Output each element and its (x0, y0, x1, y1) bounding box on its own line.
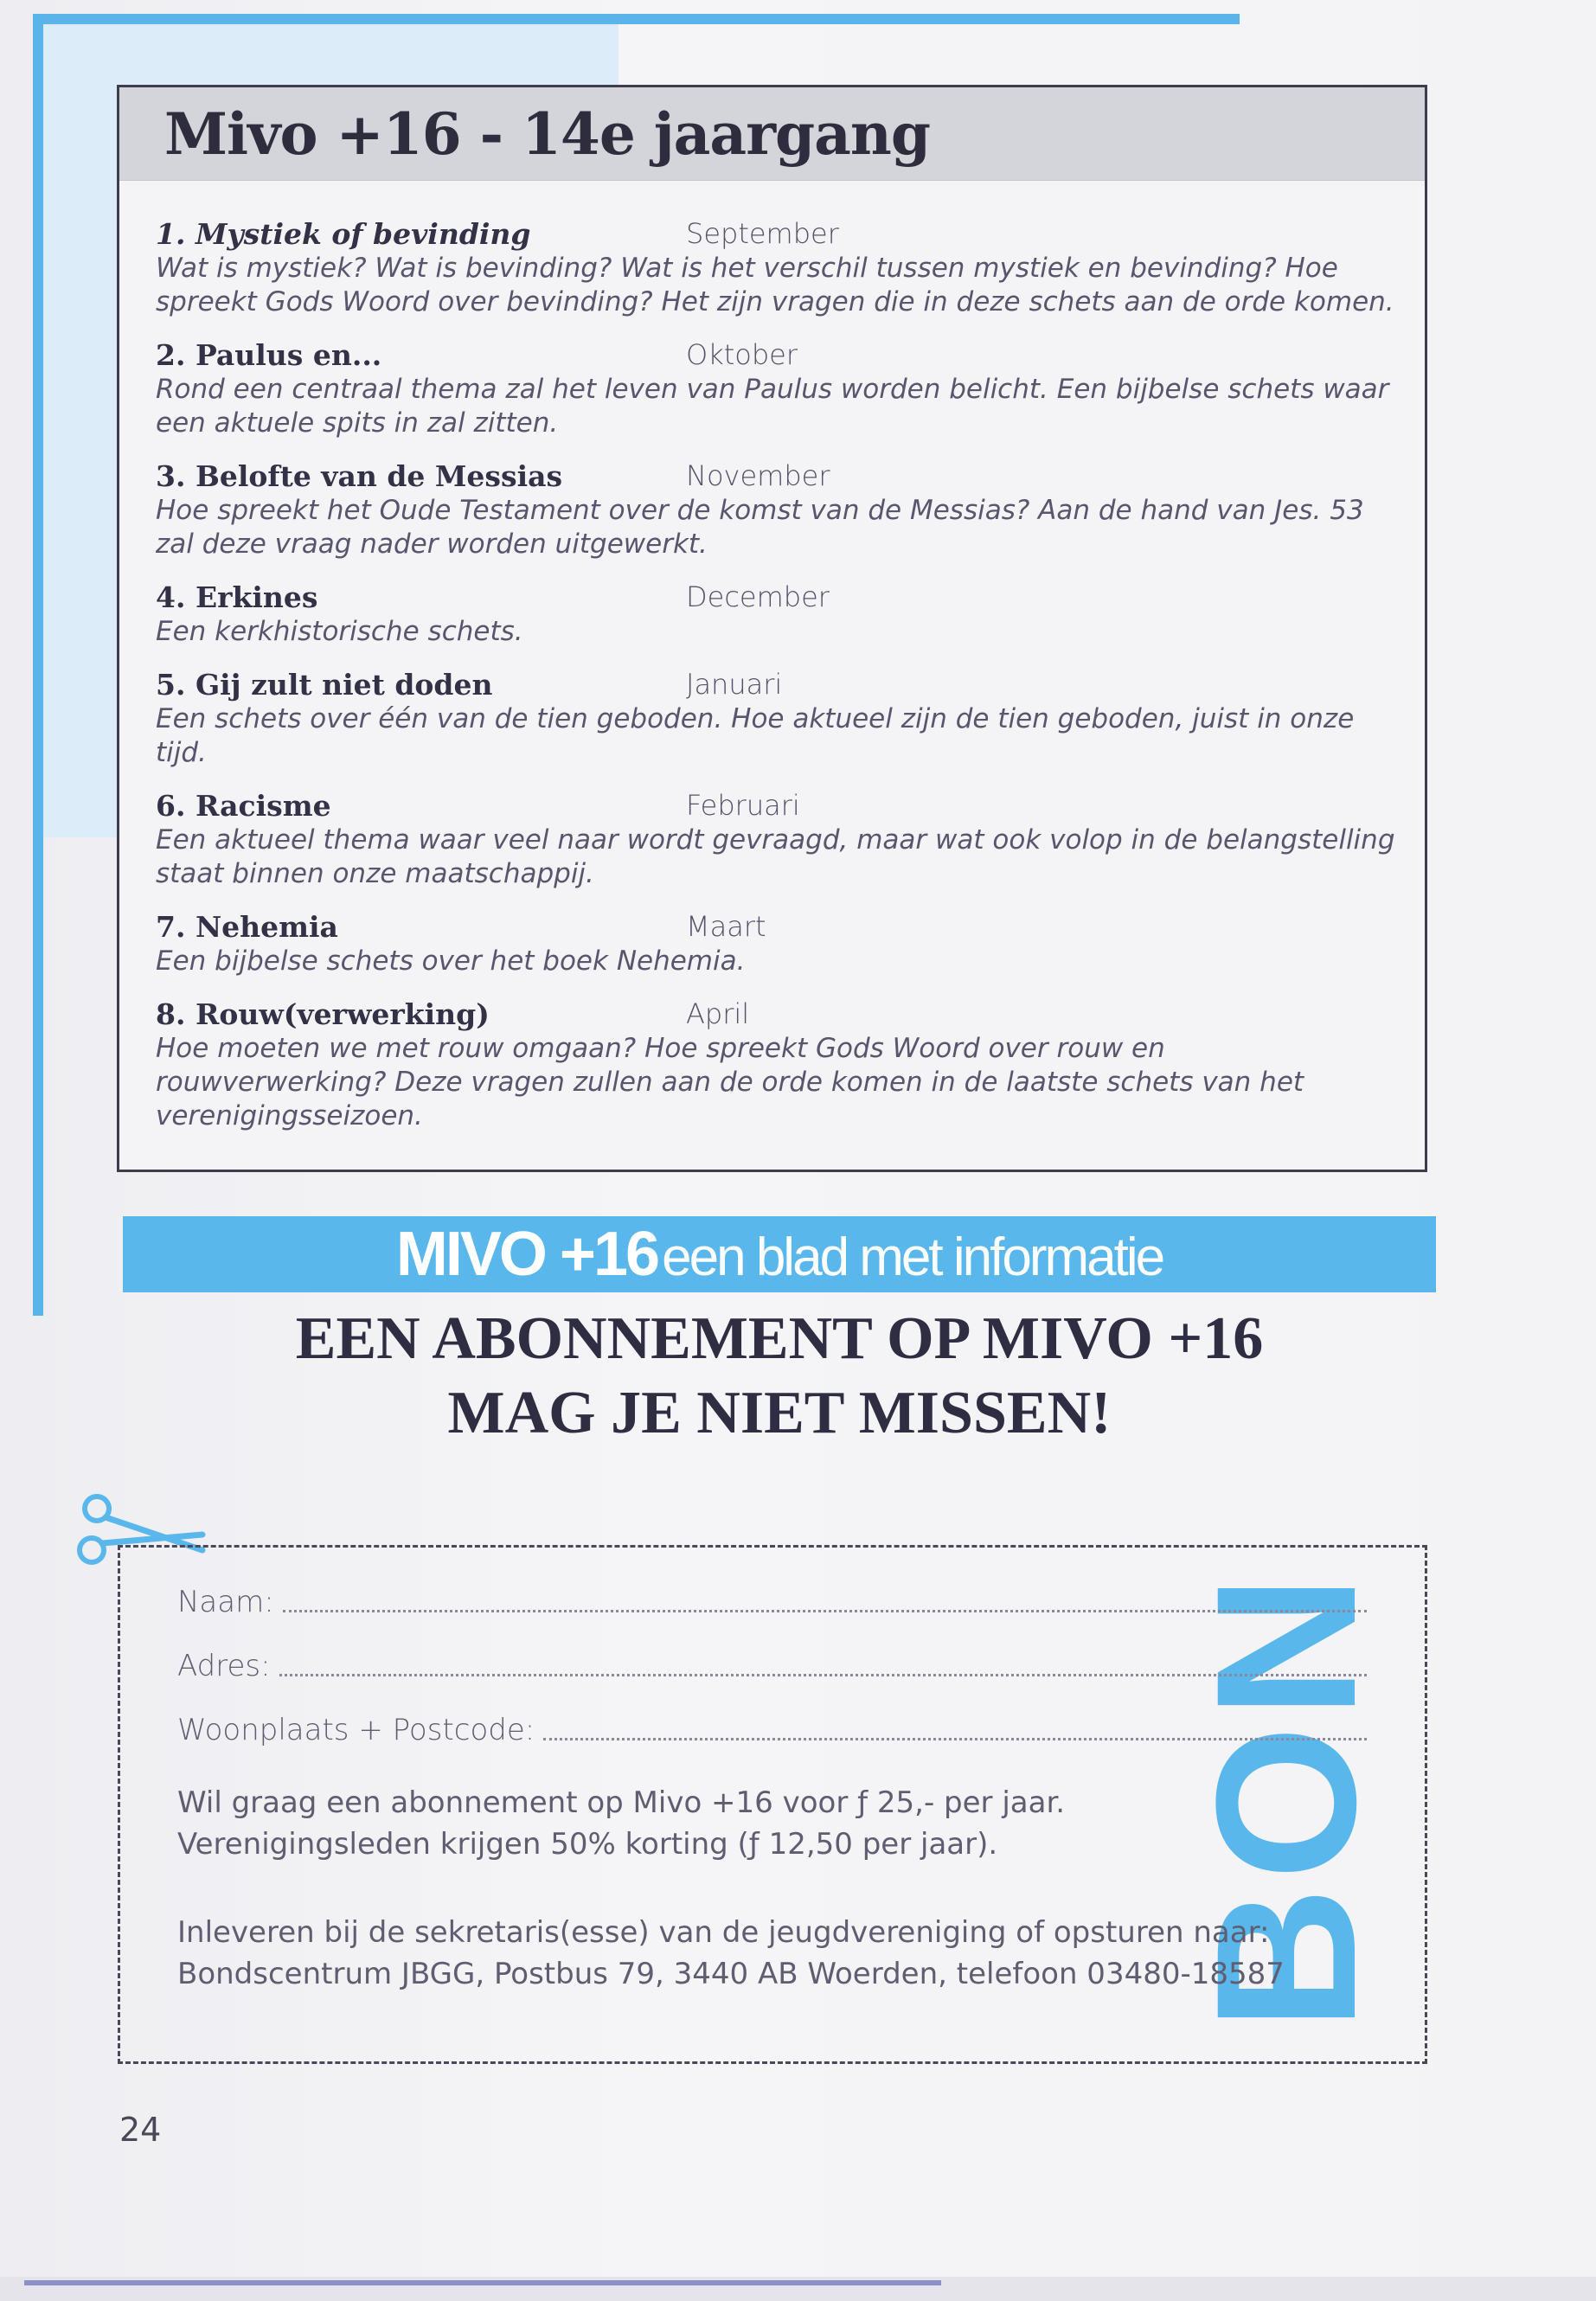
item-month: Oktober (686, 338, 798, 371)
banner-brand: MIVO +16 (395, 1220, 658, 1289)
program-title: Mivo +16 - 14e jaargang (164, 100, 931, 168)
item-title: 4. Erkines (156, 580, 318, 614)
return-line-1: Inleveren bij de sekretaris(esse) van de jeugdvereniging of opsturen naar: (177, 1915, 1270, 1950)
subscription-headline (123, 1302, 1436, 1451)
item-description: Hoe spreekt het Oude Testament over de komst van de Messias? Aan de hand van Jes. 53 zal deze vraag nader worden uitgewerkt. (156, 495, 1364, 560)
item-description: Een aktueel thema waar veel naar wordt gevraagd, maar wat ook volop in de belangstelling staat binnen onze maatschappij. (156, 824, 1395, 889)
item-title: 6. Racisme (156, 789, 331, 823)
city-postcode-input-line[interactable] (543, 1738, 1367, 1740)
name-field[interactable] (177, 1581, 1367, 1619)
item-title: 8. Rouw(verwerking) (156, 997, 490, 1031)
program-item (156, 789, 1401, 891)
program-box (117, 85, 1427, 1172)
item-description: Een schets over één van de tien geboden. Hoe aktueel zijn de tien geboden, juist in onze tijd. (156, 703, 1355, 768)
name-label: Naam: (177, 1585, 274, 1619)
offer-line-1: Wil graag een abonnement op Mivo +16 voor ƒ 25,- per jaar. (177, 1785, 1066, 1820)
item-month: November (686, 459, 830, 492)
program-item (156, 459, 1401, 561)
program-item (156, 668, 1401, 770)
address-label: Adres: (177, 1649, 271, 1683)
item-month: December (686, 580, 830, 613)
headline-line-2: MAG JE NIET MISSEN! (447, 1380, 1112, 1446)
program-header (119, 87, 1425, 181)
item-month: September (686, 217, 839, 250)
item-description: Rond een centraal thema zal het leven van Paulus worden belicht. Een bijbelse schets waar een aktuele spits in zal zitten. (156, 374, 1389, 439)
item-description: Wat is mystiek? Wat is bevinding? Wat is het verschil tussen mystiek en bevinding? Hoe spreekt Gods Woord over bevinding? Het zijn vragen die in deze schets aan de orde komen. (156, 253, 1394, 317)
program-item (156, 217, 1401, 319)
page-number: 24 (119, 2111, 162, 2149)
item-description: Een kerkhistorische schets. (156, 616, 523, 647)
program-item (156, 338, 1401, 440)
return-line-2: Bondscentrum JBGG, Postbus 79, 3440 AB Woerden, telefoon 03480-18587 (177, 1957, 1285, 1991)
item-title: 3. Belofte van de Messias (156, 459, 563, 493)
return-text (177, 1912, 1388, 1995)
program-list (156, 217, 1401, 1152)
item-title: 7. Nehemia (156, 910, 338, 944)
program-item (156, 910, 1401, 978)
decorative-top-bar (33, 14, 1240, 24)
item-description: Een bijbelse schets over het boek Nehemia. (156, 945, 746, 977)
offer-line-2: Verenigingsleden krijgen 50% korting (ƒ 12,50 per jaar). (177, 1827, 998, 1862)
item-month: Februari (686, 789, 800, 822)
bottom-edge-strip (0, 2277, 1596, 2301)
address-field[interactable] (177, 1645, 1367, 1683)
item-month: Maart (686, 910, 766, 943)
headline-line-1: EEN ABONNEMENT OP MIVO +16 (295, 1305, 1264, 1372)
info-banner (123, 1216, 1436, 1292)
program-item (156, 580, 1401, 649)
item-title: 1. Mystiek of bevinding (156, 217, 531, 251)
program-item (156, 997, 1401, 1133)
item-title: 2. Paulus en... (156, 338, 382, 372)
bon-label: BON (1175, 1567, 1397, 2031)
item-description: Hoe moeten we met rouw omgaan? Hoe spreekt Gods Woord over rouw en rouwverwerking? Deze vragen zullen aan de orde komen in de laatste schets van het verenigingsseizoen. (156, 1033, 1304, 1131)
city-postcode-label: Woonplaats + Postcode: (177, 1713, 535, 1747)
city-postcode-field[interactable] (177, 1709, 1367, 1747)
decorative-left-bar (33, 14, 43, 1316)
name-input-line[interactable] (283, 1610, 1367, 1612)
banner-tagline: een blad met informatie (662, 1227, 1163, 1287)
item-title: 5. Gij zult niet doden (156, 668, 493, 702)
offer-text (177, 1782, 1388, 1865)
item-month: April (686, 997, 750, 1030)
item-month: Januari (686, 668, 783, 701)
address-input-line[interactable] (279, 1674, 1367, 1676)
